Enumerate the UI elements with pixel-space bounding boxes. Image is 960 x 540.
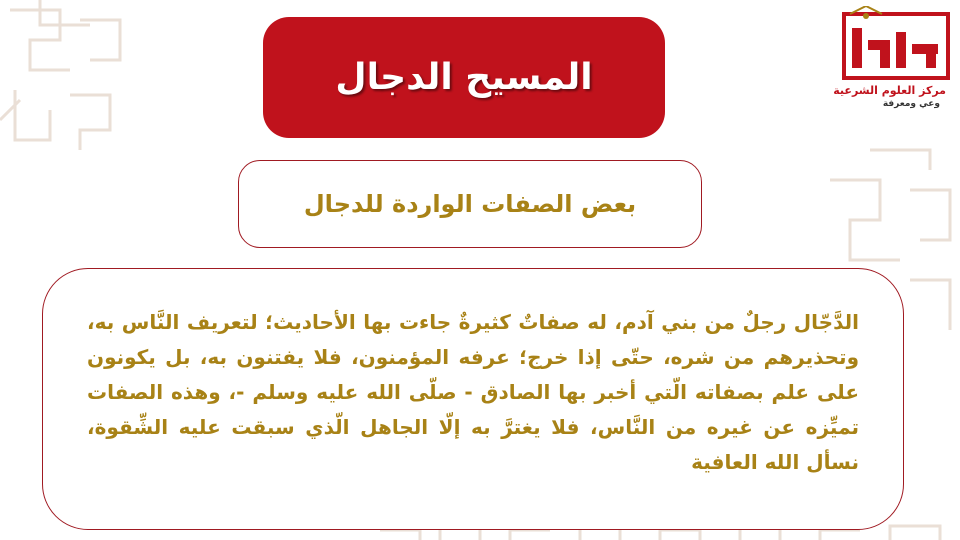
content-box bbox=[42, 268, 904, 530]
body-paragraph: الدَّجّال رجلٌ من بني آدم، له صفاتٌ كثيرةٌ جاءت بها الأحاديث؛ لتعريف النَّاس به، وتحذيرهم من شره، حتّى إذا خرج؛ عرفه المؤمنون، فلا يفتنون به، بل يكونون على علم بصفاته الّتي أخبر بها الصادق - صلّى الله عليه وسلم -، وهذه الصفات تميِّزه عن غيره من النَّاس، فلا يغترَّ به إلّا الجاهل الّذي سبقت عليه الشِّقوة، نسأل الله العافية bbox=[87, 310, 859, 474]
logo-tagline: مركز العلوم الشرعية bbox=[833, 84, 946, 97]
brand-logo bbox=[833, 6, 954, 112]
logo-subtagline: وعي ومعرفة bbox=[882, 99, 940, 109]
page-title: المسيح الدجال bbox=[335, 57, 593, 98]
section-heading: بعض الصفات الواردة للدجال bbox=[303, 190, 637, 218]
subtitle-box bbox=[238, 160, 702, 248]
logo-mark bbox=[838, 6, 952, 80]
title-banner bbox=[263, 17, 665, 138]
corner-pattern-decoration bbox=[0, 0, 140, 160]
